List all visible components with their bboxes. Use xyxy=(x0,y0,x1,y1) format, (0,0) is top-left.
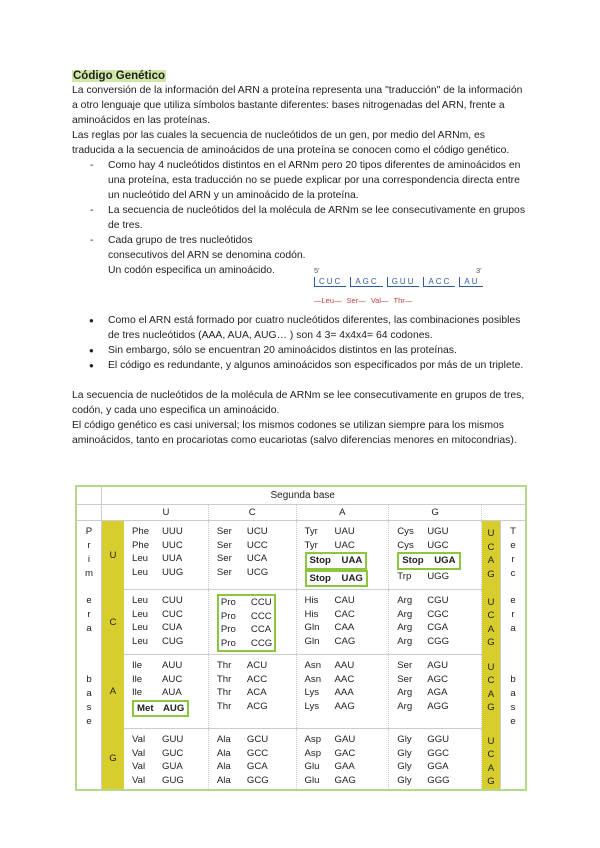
bullet-item: ● Sin embargo, sólo se encuentran 20 aminoácidos distintos en las proteínas. xyxy=(72,343,530,358)
codon-entry: Glu GAA xyxy=(304,761,355,772)
third-base-labels: U C A G xyxy=(482,655,501,729)
codon-entry: Met AUG xyxy=(132,700,208,718)
codon-entry: Thr ACG xyxy=(216,700,268,712)
first-base-label: C xyxy=(102,590,125,655)
third-base-side-label: T e r c xyxy=(501,521,527,590)
dash-item: - La secuencia de nucleótidos del la molécula de ARNm se lee consecutivamente en grupos de tres. xyxy=(72,203,530,233)
dash-list xyxy=(72,158,530,278)
codon-entry: Ala GCA xyxy=(216,761,268,772)
codon-entry: Gln CAG xyxy=(304,635,356,647)
codon-entry: Phe UUC xyxy=(132,539,183,551)
codon-cell xyxy=(208,729,296,791)
codon-entry: Asp GAU xyxy=(304,734,356,745)
codon: ACC xyxy=(423,277,455,287)
codon-entry: Ser AGC xyxy=(397,673,449,685)
amino-acid: Val— xyxy=(370,296,389,305)
codon-cell xyxy=(296,655,389,729)
codon-entry: Arg AGG xyxy=(397,700,449,712)
codon: GUU xyxy=(387,277,420,287)
amino-acid: Ser— xyxy=(346,296,366,305)
codon-entry: Ser UCU xyxy=(216,526,268,537)
codon-entry: Ser UCC xyxy=(216,539,268,551)
codon-entry: Ala GCG xyxy=(216,774,269,786)
first-base-label: U xyxy=(102,521,125,590)
codon-entry: His CAU xyxy=(304,595,355,606)
codon-cell xyxy=(124,521,208,590)
codon-entry: Thr ACU xyxy=(216,660,268,671)
third-base-labels: U C A G xyxy=(482,590,501,655)
codon-cell xyxy=(389,521,482,590)
codon-entry: Ile AUU xyxy=(132,660,183,671)
codon-entry: Ser UCA xyxy=(216,553,268,564)
codon-cell xyxy=(124,729,208,791)
intro-paragraph: La conversión de la información del ARN a proteína representa una "traducción" de la información a otro lenguaje que utiliza símbolos bastante diferentes: bases nitrogenadas del ARN, frente a aminoácidos en las proteínas. xyxy=(72,85,523,126)
page-title: Código Genético xyxy=(73,70,165,82)
codon-entry: Leu UUA xyxy=(132,553,183,564)
codon-entry: Arg AGA xyxy=(397,687,448,698)
codon-cell xyxy=(389,590,482,655)
five-prime-label: 5' xyxy=(314,266,320,275)
codon: AU xyxy=(459,277,483,287)
codon-entry: Ile AUA xyxy=(132,687,182,698)
reading-paragraph: La secuencia de nucleótidos de la molécula de ARNm se lee consecutivamente en grupos de tres, codón, y cada uno especifica un aminoácido. xyxy=(72,390,525,416)
third-base-side-label: e r a xyxy=(501,590,527,655)
codon-entry: Pro CCU xyxy=(220,597,272,608)
codon-entry: Stop UAG xyxy=(305,570,389,588)
codon-entry: Arg CGA xyxy=(397,622,449,633)
codon-entry: Leu CUA xyxy=(132,622,183,633)
codon-entry: Cys UGC xyxy=(397,539,449,551)
bullet-item: ● Como el ARN está formado por cuatro nucleótidos diferentes, las combinaciones posibles de tres nucleótidos (AAA, AUA, AUG… ) son 4 3= 4x4x4= 64 codones. xyxy=(72,313,530,343)
codon-entry: Tyr UAU xyxy=(304,526,355,537)
third-base-side-label: b a s e xyxy=(501,655,527,729)
third-base-labels: U C A G xyxy=(482,521,501,590)
codon-entry: Leu UUG xyxy=(132,566,184,578)
codon-entry: Val GUA xyxy=(132,761,183,772)
first-base-side-label: e r a xyxy=(76,590,102,655)
third-base-side-label xyxy=(501,729,527,791)
codon-entry: Stop UAA xyxy=(305,552,389,570)
codon-entry: Thr ACA xyxy=(216,687,267,698)
bullet-list xyxy=(72,313,530,373)
codon-entry: Arg CGU xyxy=(397,595,449,606)
codon-entry: Leu CUC xyxy=(132,608,183,620)
universal-paragraph: El código genético es casi universal; los mismos codones se utilizan siempre para los mismos aminoácidos, tanto en procariotas como eucariotas (salvo diferencias menores en mitocondrias). xyxy=(72,420,517,446)
first-base-side-label: P r i m xyxy=(76,521,102,590)
rules-paragraph: Las reglas por las cuales la secuencia de nucleótidos de un gen, por medio del ARNm, es traducida a la secuencia de aminoácidos de una proteína se conocen como el código genético. xyxy=(72,130,510,156)
codon-entry: Pro CCC xyxy=(220,610,272,622)
codon-entry: Leu CUG xyxy=(132,635,184,647)
codon-figure xyxy=(314,266,492,310)
amino-acid: —Leu— xyxy=(314,296,342,305)
dash-item: - Como hay 4 nucleótidos distintos en el ARNm pero 20 tipos diferentes de aminoácidos en una proteína, esta traducción no se puede explicar por una correspondencia directa entre un nucleótido del ARN y un aminoácido de la proteína. xyxy=(72,158,530,203)
genetic-code-table xyxy=(75,485,527,787)
codon-entry: Cys UGU xyxy=(397,526,449,537)
codon-cell xyxy=(208,655,296,729)
codon-entry: Asn AAU xyxy=(304,660,355,671)
second-base-label: C xyxy=(208,505,296,521)
codon-entry: Gly GGC xyxy=(397,747,450,759)
document-body xyxy=(72,70,530,448)
codon: CUC xyxy=(314,277,346,287)
codon-entry: Stop UGA xyxy=(397,552,481,570)
codon-entry: Arg CGG xyxy=(397,635,450,647)
codon-entry: Ile AUC xyxy=(132,673,183,685)
second-base-label: A xyxy=(296,505,389,521)
codon-entry: Arg CGC xyxy=(397,608,449,620)
second-base-label: U xyxy=(124,505,208,521)
codon-entry: Ser UCG xyxy=(216,566,269,578)
codon-entry: Glu GAG xyxy=(304,774,356,786)
codon-entry: Pro CCG xyxy=(220,637,273,649)
codon-entry: Thr ACC xyxy=(216,673,268,685)
codon-entry: Ser AGU xyxy=(397,660,449,671)
codon-entry: His CAC xyxy=(304,608,355,620)
codon-cell xyxy=(389,655,482,729)
amino-acid: Thr— xyxy=(393,296,413,305)
first-base-label: A xyxy=(102,655,125,729)
codon-cell xyxy=(296,729,389,791)
codon-entry: Gly GGG xyxy=(397,774,450,786)
codon-cell xyxy=(124,590,208,655)
codon-entry: Ala GCC xyxy=(216,747,269,759)
codon-entry: Lys AAA xyxy=(304,687,354,698)
codon-entry: Lys AAG xyxy=(304,700,355,712)
second-base-label: G xyxy=(389,505,482,521)
bullet-item: ● El código es redundante, y algunos aminoácidos son especificados por más de un triplete. xyxy=(72,358,530,373)
first-base-side-label: b a s e xyxy=(76,655,102,729)
dash-item: - Cada grupo de tres nucleótidos consecutivos del ARN se denomina codón. Un codón especifica un aminoácido. xyxy=(72,233,308,278)
codon-cell xyxy=(124,655,208,729)
codon-entry: Asp GAC xyxy=(304,747,356,759)
codon-entry: Ala GCU xyxy=(216,734,269,745)
codon-entry: Gly GGA xyxy=(397,761,449,772)
codon-entry: Val GUU xyxy=(132,734,184,745)
codon-entry: Trp UGG xyxy=(397,570,450,582)
first-base-side-label xyxy=(76,729,102,791)
codon-cell xyxy=(208,590,296,655)
third-base-labels: U C A G xyxy=(482,729,501,791)
codon-cell xyxy=(296,521,389,590)
codon-entry: Asn AAC xyxy=(304,673,355,685)
codon-entry: Val GUC xyxy=(132,747,184,759)
codon-cell xyxy=(208,521,296,590)
codon-entry: Pro CCA xyxy=(220,624,272,635)
codon-entry: Phe UUU xyxy=(132,526,183,537)
codon-entry: Tyr UAC xyxy=(304,539,355,551)
three-prime-label: 3' xyxy=(476,266,482,275)
codon-entry: Gly GGU xyxy=(397,734,450,745)
second-base-header: Segunda base xyxy=(124,486,482,505)
codon-entry: Gln CAA xyxy=(304,622,355,633)
codon-entry: Leu CUU xyxy=(132,595,183,606)
codon-cell xyxy=(296,590,389,655)
first-base-label: G xyxy=(102,729,125,791)
codon: AGC xyxy=(350,277,382,287)
codon-cell xyxy=(389,729,482,791)
codon-entry: Val GUG xyxy=(132,774,184,786)
